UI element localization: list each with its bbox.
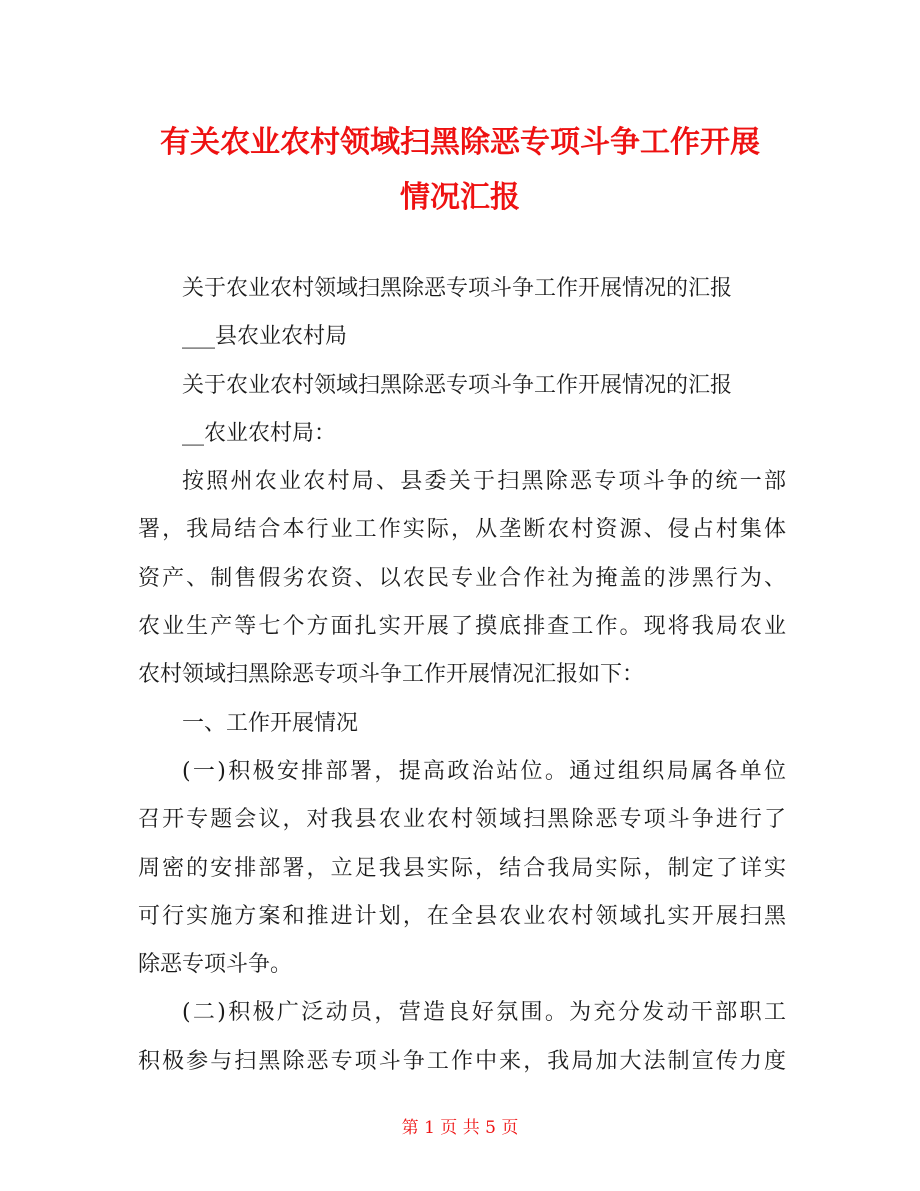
issuer-line: ___县农业农村局 [182, 324, 348, 350]
paragraph-line: 署，我局结合本行业工作实际，从垄断农村资源、侵占村集体 [138, 517, 786, 543]
paragraph-line: 召开专题会议，对我县农业农村领域扫黑除恶专项斗争进行了 [138, 807, 786, 833]
salutation-line: __农业农村局： [182, 420, 337, 446]
document-title-line-1: 有关农业农村领域扫黑除恶专项斗争工作开展 [160, 125, 760, 160]
paragraph-line: 农业生产等七个方面扎实开展了摸底排查工作。现将我局农业 [138, 614, 786, 640]
paragraph-line: 可行实施方案和推进计划，在全县农业农村领域扎实开展扫黑 [138, 903, 786, 929]
paragraph-line: 农村领域扫黑除恶专项斗争工作开展情况汇报如下： [138, 662, 645, 688]
paragraph-line: 按照州农业农村局、县委关于扫黑除恶专项斗争的统一部 [182, 469, 786, 495]
report-heading-repeat: 关于农业农村领域扫黑除恶专项斗争工作开展情况的汇报 [182, 372, 733, 398]
paragraph-line: 积极参与扫黑除恶专项斗争工作中来，我局加大法制宣传力度 [138, 1048, 786, 1074]
paragraph-line: 除恶专项斗争。 [138, 952, 293, 978]
report-heading: 关于农业农村领域扫黑除恶专项斗争工作开展情况的汇报 [182, 276, 733, 301]
page-footer: 第 1 页 共 5 页 [401, 1118, 519, 1138]
paragraph-line: (一)积极安排部署，提高政治站位。通过组织局属各单位 [182, 758, 786, 784]
document-body [138, 265, 786, 1086]
paragraph-line: 资产、制售假劣农资、以农民专业合作社为掩盖的涉黑行为、 [138, 565, 786, 591]
document-title-line-2: 情况汇报 [400, 180, 520, 215]
paragraph-line: 周密的安排部署，立足我县实际，结合我局实际，制定了详实 [138, 855, 786, 881]
section-heading: 一、工作开展情况 [182, 710, 359, 736]
paragraph-line: (二)积极广泛动员，营造良好氛围。为充分发动干部职工 [182, 1000, 786, 1026]
